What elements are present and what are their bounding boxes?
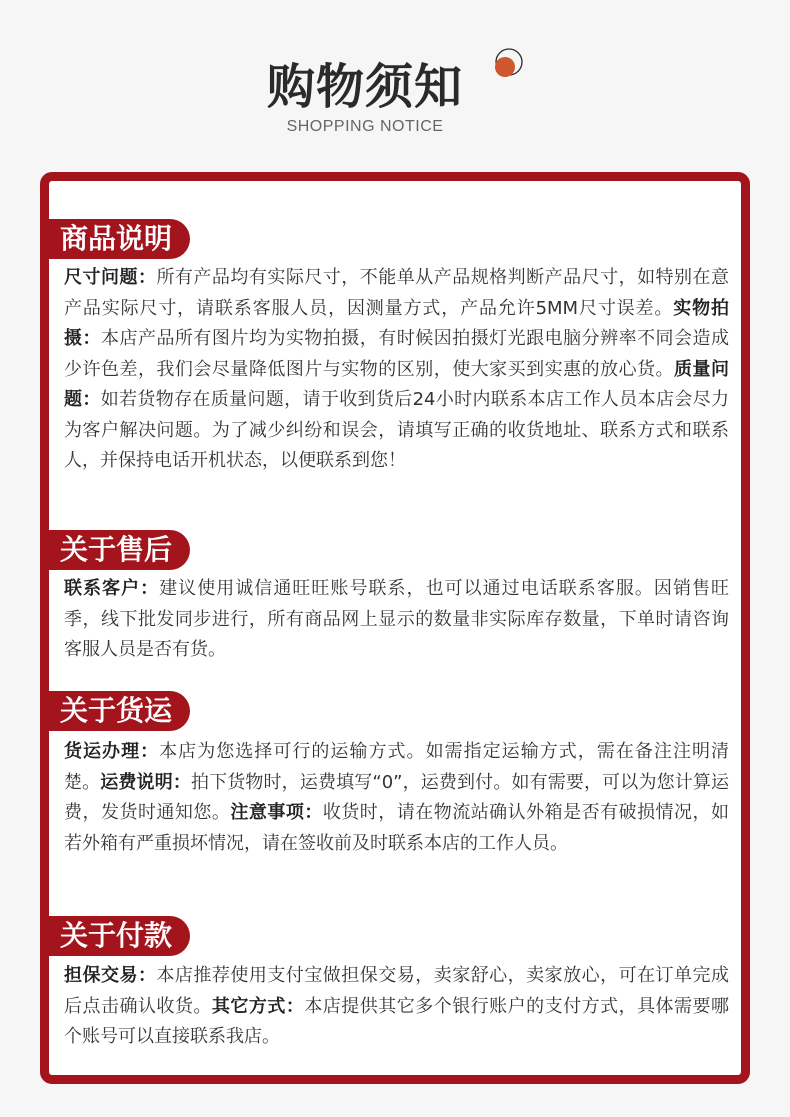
- text-contact: 建议使用诚信通旺旺账号联系，也可以通过电话联系客服。因销售旺季，线下批发同步进行，所有商品网上显示的数量非实际库存数量，下单时请咨询客服人员是否有货。: [64, 578, 730, 660]
- text-escrow: 本店推荐使用支付宝做担保交易，卖家舒心，卖家放心，可在订单完成后点击确认收货。: [64, 965, 730, 1017]
- text-notes: 收货时，请在物流站确认外箱是否有破损情况，如若外箱有严重损坏情况，请在签收前及时联系本店的工作人员。: [64, 802, 730, 854]
- label-shipping: 货运办理：: [64, 741, 160, 762]
- label-contact: 联系客户：: [64, 578, 160, 599]
- section-body-product: [64, 263, 729, 477]
- section-title-shipping: 关于货运: [49, 691, 190, 731]
- label-escrow: 担保交易：: [64, 965, 157, 986]
- label-quality: 质量问题：: [64, 358, 730, 410]
- text-freight: 拍下货物时，运费填写“0”，运费到付。如有需要，可以为您计算运费，发货时通知您。: [64, 771, 729, 823]
- section-title-payment: 关于付款: [49, 916, 190, 956]
- text-quality: 如若货物存在质量问题，请于收到货后24小时内联系本店工作人员本店会尽力为客户解决问题。为了减少纠纷和误会，请填写正确的收货地址、联系方式和联系人，并保持电话开机状态，以便联系到您！: [64, 389, 730, 471]
- text-size: 所有产品均有实际尺寸，不能单从产品规格判断产品尺寸，如特别在意产品实际尺寸，请联系客服人员，因测量方式，产品允许5MM尺寸误差。: [64, 267, 730, 319]
- text-shipping: 本店为您选择可行的运输方式。如需指定运输方式，需在备注注明清楚。: [64, 741, 730, 793]
- label-freight: 运费说明：: [100, 771, 191, 793]
- section-body-payment: [64, 961, 729, 1053]
- circle-dot-icon: [490, 46, 526, 82]
- label-size: 尺寸问题：: [64, 267, 157, 288]
- page-subtitle: SHOPPING NOTICE: [286, 118, 444, 135]
- section-body-shipping: [64, 737, 729, 859]
- section-title-aftersale: 关于售后: [49, 530, 190, 570]
- text-photo: 本店产品所有图片均为实物拍摄，有时候因拍摄灯光跟电脑分辨率不同会造成少许色差，我们会尽量降低图片与实物的区别，使大家买到实惠的放心货。: [64, 328, 730, 380]
- section-title-product: 商品说明: [49, 219, 190, 259]
- section-body-aftersale: [64, 574, 729, 666]
- notice-card: [40, 172, 750, 1084]
- label-other: 其它方式：: [211, 995, 305, 1017]
- page-header: [0, 0, 790, 170]
- label-photo: 实物拍摄：: [64, 297, 730, 349]
- page-title: 购物须知: [266, 59, 463, 115]
- label-notes: 注意事项：: [230, 802, 323, 823]
- text-other: 本店提供其它多个银行账户的支付方式，具体需要哪个账号可以直接联系我店。: [64, 995, 730, 1047]
